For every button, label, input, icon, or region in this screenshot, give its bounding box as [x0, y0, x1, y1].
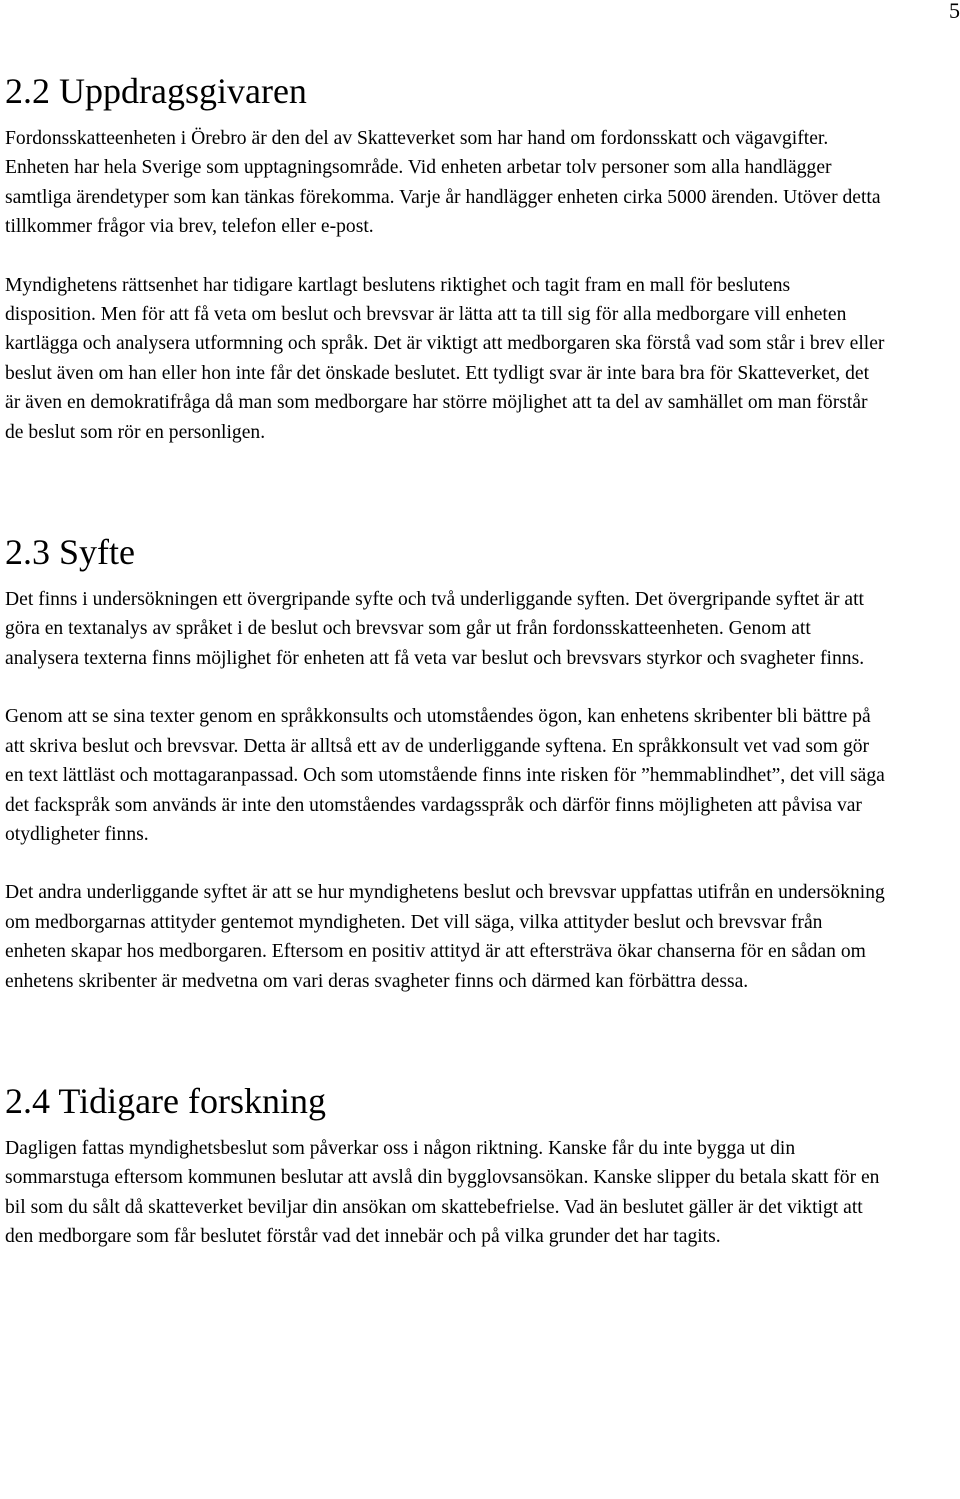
paragraph: Genom att se sina texter genom en språkkonsults och utomståendes ögon, kan enhetens skribenter bli bättre på att skriva beslut och brevsvar. Detta är alltså ett av de underliggande syftena. En språkkonsult vet vad som gör en text lättläst och mottagaranpassad. Och som utomstående finns inte risken för ”hemmablindhet”, det vill säga det fackspråk som används är inte den utomståendes vardagsspråk och därför finns möjligheten att påvisa var otydligheter finns.	[5, 706, 885, 845]
page-number: 5	[949, 0, 960, 23]
paragraph: Myndighetens rättsenhet har tidigare kartlagt beslutens riktighet och tagit fram en mall för beslutens disposition. Men för att få veta om beslut och brevsvar är lätta att ta till sig för alla medborgare vill enheten kartlägga och analysera utformning och språk. Det är viktigt att medborgaren ska förstå vad som står i brev eller beslut även om han eller hon inte får det önskade beslutet. Ett tydligt svar är inte bara bra för Skatteverket, det är även en demokratifråga då man som medborgare har större möjlighet att ta del av samhället om man förstår de beslut som rör en personligen.	[5, 274, 885, 443]
document-body	[5, 70, 885, 1252]
section-uppdragsgivaren	[5, 70, 885, 447]
section-heading: 2.4 Tidigare forskning	[5, 1080, 327, 1121]
paragraph: Fordonsskatteenheten i Örebro är den del av Skatteverket som har hand om fordonsskatt och vägavgifter. Enheten har hela Sverige som upptagningsområde. Vid enheten arbetar tolv personer som alla handlägger samtliga ärendetyper som kan tänkas förekomma. Varje år handlägger enheten cirka 5000 ärenden. Utöver detta tillkommer frågor via brev, telefon eller e-post.	[5, 128, 881, 238]
section-syfte	[5, 531, 885, 996]
paragraph: Det finns i undersökningen ett övergripande syfte och två underliggande syften. Det övergripande syftet är att göra en textanalys av språket i de beslut och brevsvar som går ut från fordonsskatteenheten. Genom att analysera texterna finns möjlighet för enheten att få veta var beslut och brevsvars styrkor och svagheter finns.	[5, 589, 865, 669]
section-heading: 2.2 Uppdragsgivaren	[5, 71, 307, 111]
section-tidigare-forskning	[5, 1080, 885, 1252]
paragraph: Det andra underliggande syftet är att se hur myndighetens beslut och brevsvar uppfattas utifrån en undersökning om medborgarnas attityder gentemot myndigheten. Det vill säga, vilka attityder beslut och brevsvar från enheten skapar hos medborgaren. Eftersom en positiv attityd är att eftersträva ökar chanserna för en sådan om enhetens skribenter är medvetna om vari deras svagheter finns och därmed kan förbättra dessa.	[5, 882, 885, 992]
section-heading: 2.3 Syfte	[5, 532, 135, 573]
paragraph: Dagligen fattas myndighetsbeslut som påverkar oss i någon riktning. Kanske får du inte bygga ut din sommarstuga eftersom kommunen beslutar att avslå din bygglovsansökan. Kanske slipper du betala skatt för en bil som du sålt då skatteverket beviljar din ansökan om skattebefrielse. Vad än beslutet gäller är det viktigt att den medborgare som får beslutet förstår vad det innebär och på vilka grunder det har tagits.	[5, 1137, 880, 1248]
